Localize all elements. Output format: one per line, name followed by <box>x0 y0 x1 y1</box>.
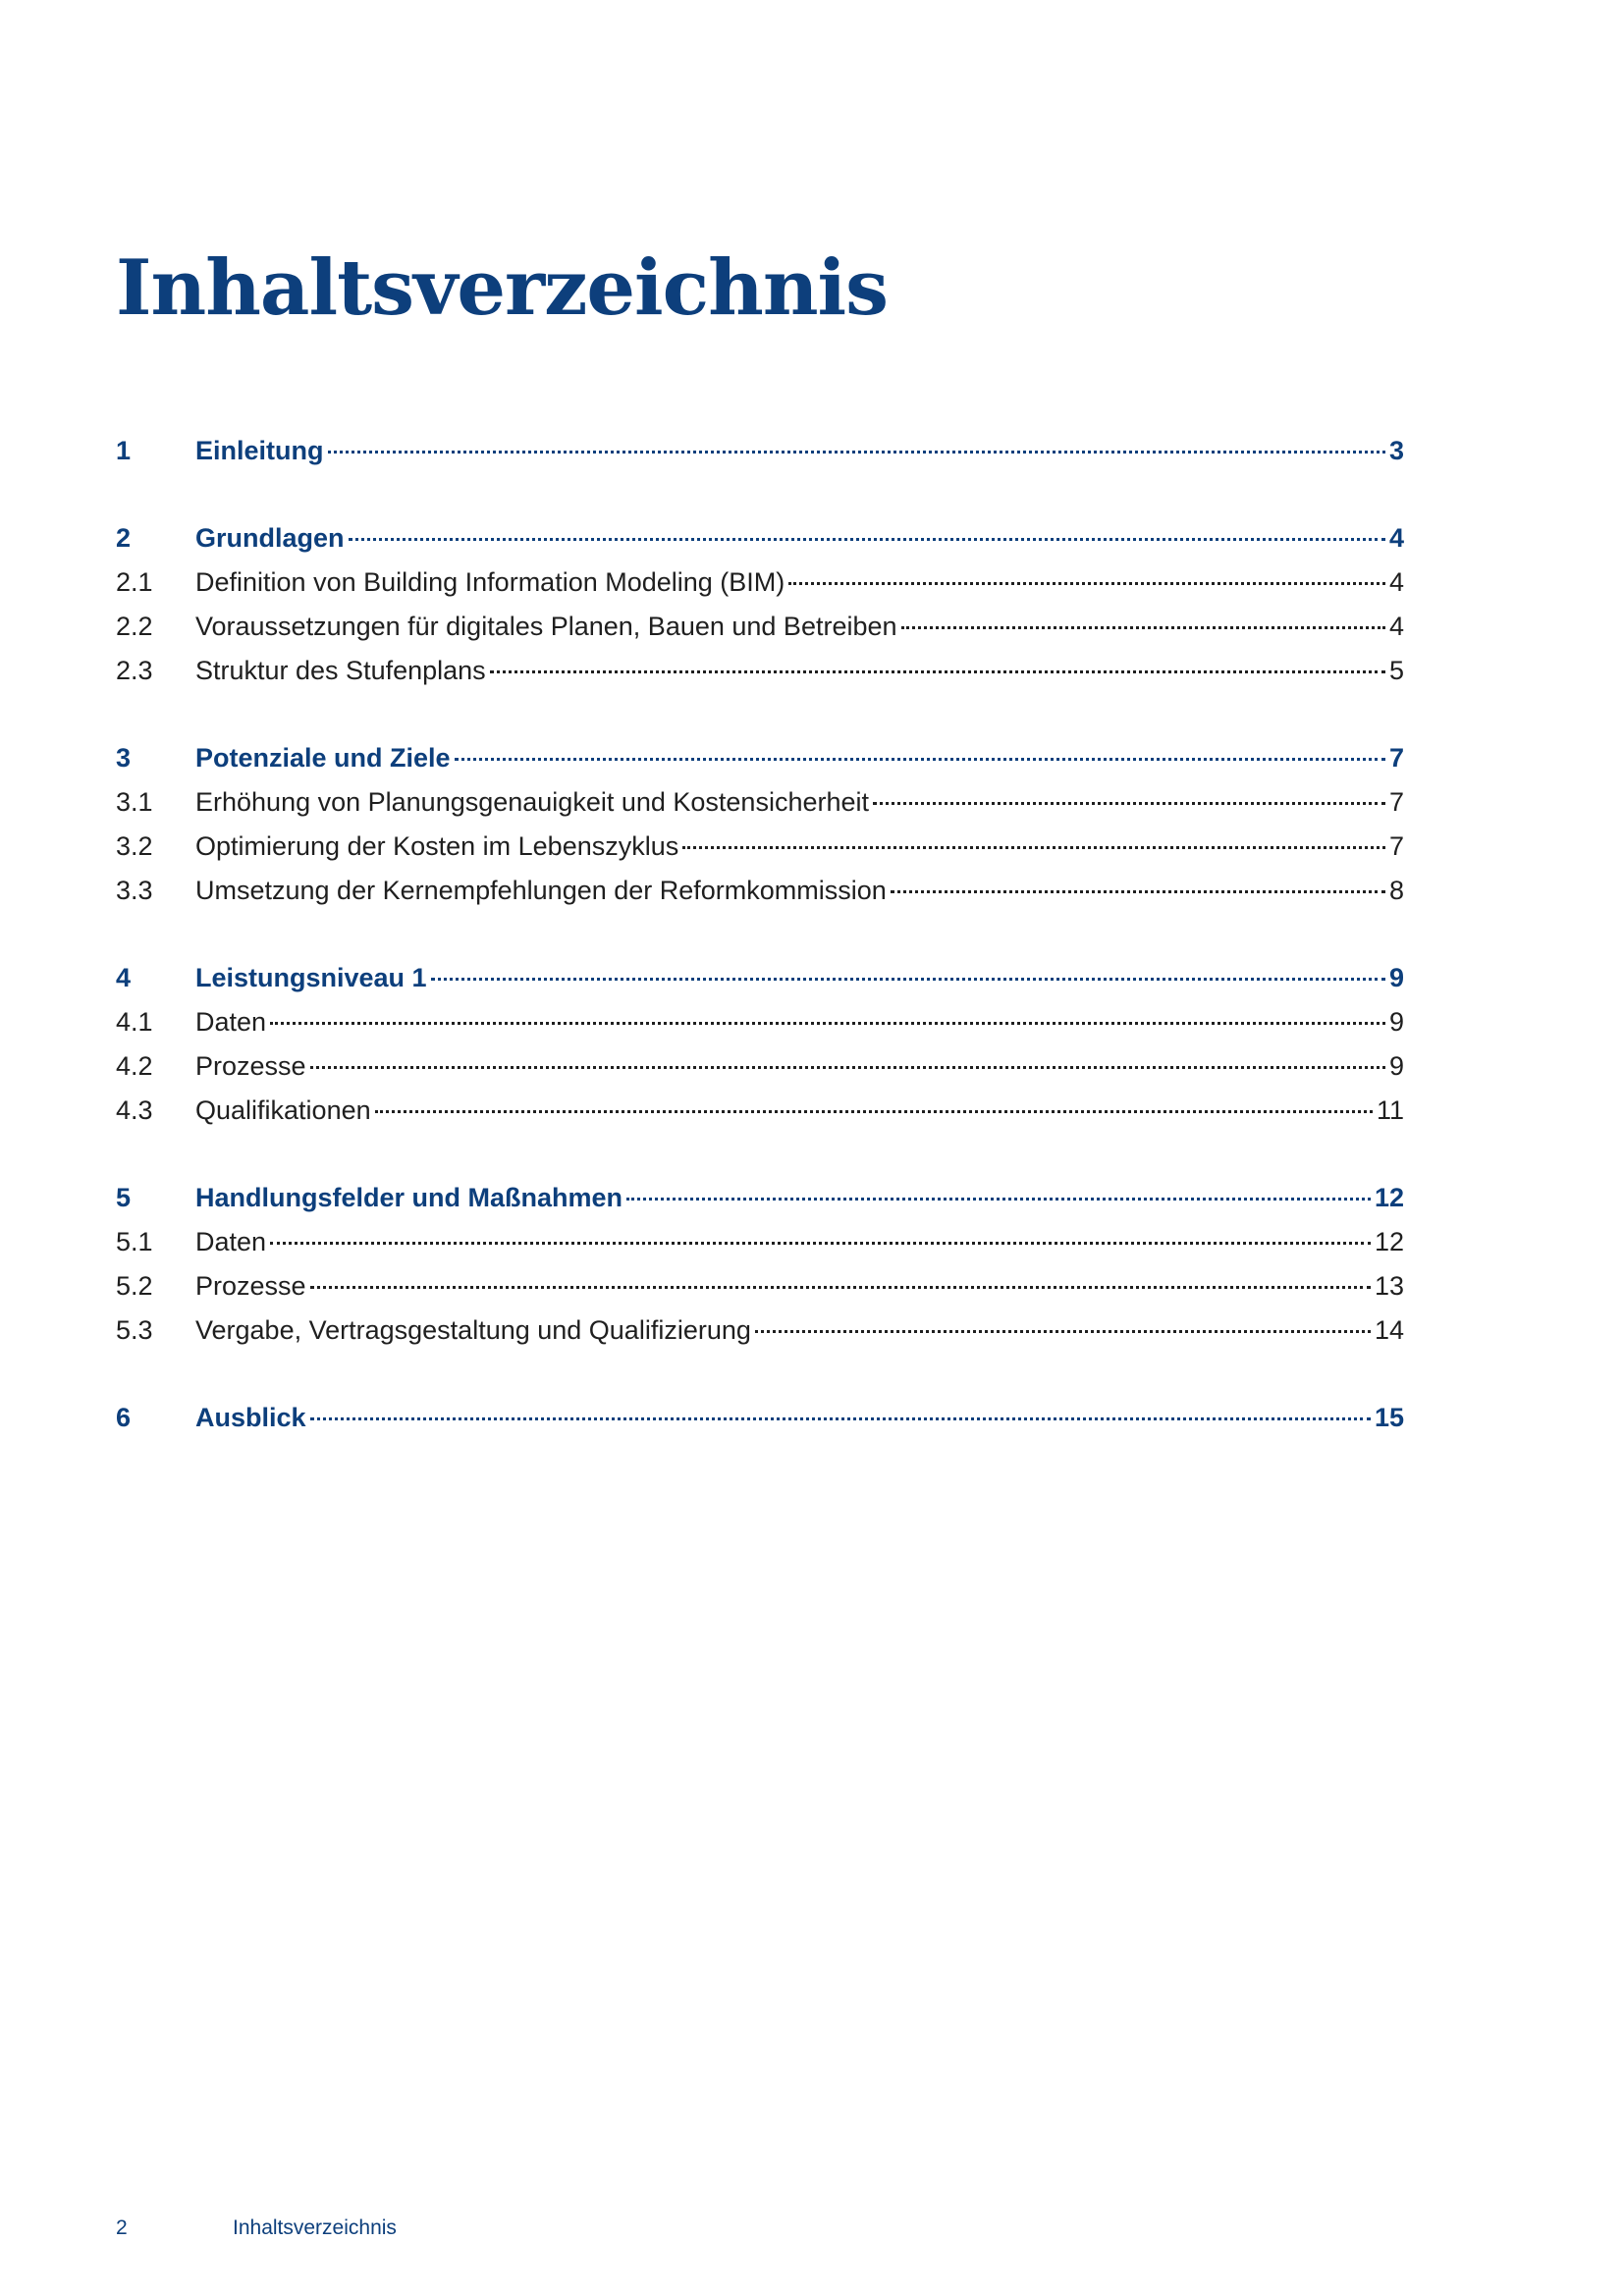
toc-entry-title: Erhöhung von Planungsgenauigkeit und Kostensicherheit <box>195 787 869 817</box>
toc-entry-page-number: 13 <box>1374 1271 1404 1301</box>
toc-entry-title: Prozesse <box>195 1271 306 1301</box>
toc-entry-title: Einleitung <box>195 436 324 465</box>
toc-dot-leader <box>375 1110 1373 1113</box>
toc-entry-page-number: 11 <box>1376 1095 1404 1125</box>
toc-chapter-entry[interactable] <box>116 736 1404 780</box>
toc-entry-number: 5.3 <box>116 1315 153 1345</box>
toc-section-entry[interactable] <box>116 561 1404 605</box>
toc-entry-page-number: 12 <box>1374 1227 1404 1256</box>
toc-entry-title: Ausblick <box>195 1403 306 1432</box>
toc-entry-title: Daten <box>195 1007 267 1037</box>
footer-page-number: 2 <box>116 2216 128 2239</box>
toc-entry-page-number: 8 <box>1388 876 1404 905</box>
toc-entry-number: 3.3 <box>116 876 153 905</box>
toc-chapter-entry[interactable] <box>116 956 1404 1000</box>
toc-entry-title: Umsetzung der Kernempfehlungen der Reformkommission <box>195 876 887 905</box>
toc-entry-title: Daten <box>195 1227 267 1256</box>
toc-entry-title: Prozesse <box>195 1051 306 1081</box>
toc-entry-page-number: 12 <box>1374 1183 1404 1212</box>
toc-entry-number: 6 <box>116 1403 132 1432</box>
toc-dot-leader <box>349 538 1385 541</box>
toc-section-entry[interactable] <box>116 1264 1404 1308</box>
toc-section-entry[interactable] <box>116 1089 1404 1133</box>
toc-section-entry[interactable] <box>116 1000 1404 1044</box>
toc-entry-page-number: 5 <box>1388 656 1404 685</box>
toc-entry-title: Optimierung der Kosten im Lebenszyklus <box>195 831 679 861</box>
toc-dot-leader <box>270 1242 1371 1245</box>
toc-chapter-entry[interactable] <box>116 429 1404 473</box>
toc-chapter-group <box>116 736 1404 913</box>
toc-entry-page-number: 3 <box>1388 436 1404 465</box>
toc-section-entry[interactable] <box>116 605 1404 649</box>
toc-entry-number: 5 <box>116 1183 132 1212</box>
toc-section-entry[interactable] <box>116 1308 1404 1353</box>
toc-entry-number: 2.3 <box>116 656 153 685</box>
toc-entry-page-number: 9 <box>1388 1007 1404 1037</box>
table-of-contents <box>116 429 1404 1483</box>
toc-entry-title: Potenziale und Ziele <box>195 743 451 773</box>
toc-entry-page-number: 15 <box>1374 1403 1404 1432</box>
toc-section-entry[interactable] <box>116 780 1404 825</box>
toc-chapter-group <box>116 429 1404 473</box>
toc-entry-page-number: 4 <box>1388 612 1404 641</box>
toc-dot-leader <box>455 758 1385 761</box>
toc-entry-number: 4.2 <box>116 1051 153 1081</box>
toc-entry-title: Grundlagen <box>195 523 345 553</box>
toc-entry-page-number: 9 <box>1388 1051 1404 1081</box>
toc-entry-number: 4.1 <box>116 1007 153 1037</box>
toc-section-entry[interactable] <box>116 1044 1404 1089</box>
toc-dot-leader <box>891 890 1385 893</box>
toc-entry-title: Vergabe, Vertragsgestaltung und Qualifizierung <box>195 1315 751 1345</box>
toc-section-entry[interactable] <box>116 649 1404 693</box>
toc-entry-number: 2.1 <box>116 567 153 597</box>
toc-dot-leader <box>431 978 1385 981</box>
toc-entry-number: 2 <box>116 523 132 553</box>
toc-entry-title: Qualifikationen <box>195 1095 371 1125</box>
page-footer <box>116 2216 397 2240</box>
toc-chapter-entry[interactable] <box>116 1176 1404 1220</box>
toc-entry-number: 2.2 <box>116 612 153 641</box>
toc-entry-page-number: 4 <box>1388 567 1404 597</box>
toc-entry-number: 5.2 <box>116 1271 153 1301</box>
toc-entry-page-number: 7 <box>1388 743 1404 773</box>
toc-chapter-group <box>116 1176 1404 1353</box>
toc-dot-leader <box>788 582 1385 585</box>
toc-chapter-entry[interactable] <box>116 516 1404 561</box>
toc-dot-leader <box>270 1022 1385 1025</box>
page-title: Inhaltsverzeichnis <box>116 243 889 333</box>
toc-chapter-group <box>116 1396 1404 1440</box>
toc-dot-leader <box>873 802 1385 805</box>
toc-section-entry[interactable] <box>116 825 1404 869</box>
toc-section-entry[interactable] <box>116 1220 1404 1264</box>
toc-chapter-group <box>116 516 1404 693</box>
toc-entry-title: Handlungsfelder und Maßnahmen <box>195 1183 623 1212</box>
toc-entry-page-number: 14 <box>1374 1315 1404 1345</box>
toc-dot-leader <box>310 1066 1385 1069</box>
toc-dot-leader <box>682 846 1385 849</box>
toc-entry-number: 3.2 <box>116 831 153 861</box>
toc-entry-number: 3 <box>116 743 132 773</box>
toc-entry-page-number: 9 <box>1388 963 1404 992</box>
toc-entry-title: Definition von Building Information Modeling (BIM) <box>195 567 785 597</box>
toc-chapter-entry[interactable] <box>116 1396 1404 1440</box>
toc-entry-number: 4.3 <box>116 1095 153 1125</box>
toc-dot-leader <box>310 1286 1371 1289</box>
toc-entry-number: 5.1 <box>116 1227 153 1256</box>
toc-dot-leader <box>755 1330 1371 1333</box>
toc-entry-page-number: 7 <box>1388 787 1404 817</box>
toc-dot-leader <box>490 670 1385 673</box>
toc-entry-title: Struktur des Stufenplans <box>195 656 486 685</box>
toc-dot-leader <box>328 451 1385 454</box>
toc-dot-leader <box>626 1198 1371 1201</box>
toc-entry-page-number: 4 <box>1388 523 1404 553</box>
toc-section-entry[interactable] <box>116 869 1404 913</box>
toc-entry-title: Leistungsniveau 1 <box>195 963 427 992</box>
toc-entry-number: 1 <box>116 436 132 465</box>
toc-entry-title: Voraussetzungen für digitales Planen, Bauen und Betreiben <box>195 612 897 641</box>
toc-dot-leader <box>310 1417 1371 1420</box>
footer-running-title: Inhaltsverzeichnis <box>233 2216 397 2239</box>
toc-entry-number: 3.1 <box>116 787 153 817</box>
toc-entry-number: 4 <box>116 963 132 992</box>
toc-chapter-group <box>116 956 1404 1133</box>
toc-dot-leader <box>901 626 1385 629</box>
toc-entry-page-number: 7 <box>1388 831 1404 861</box>
